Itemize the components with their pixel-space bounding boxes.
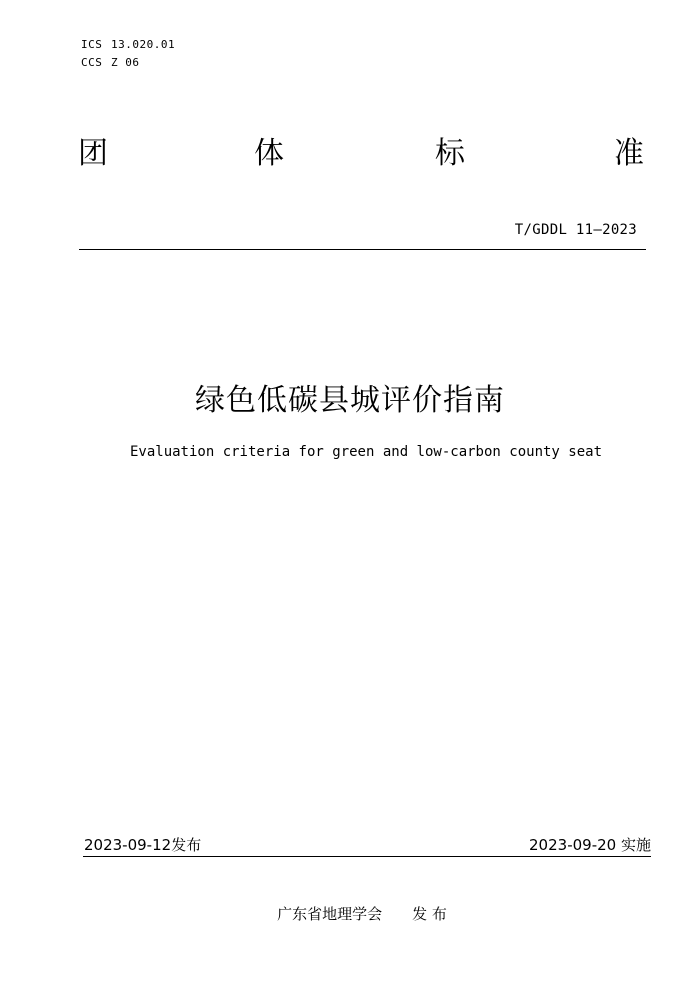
publisher-line	[0, 903, 700, 925]
publisher-name: 广东省地理学会	[277, 905, 383, 923]
footer-divider	[83, 856, 651, 857]
document-title-chinese: 绿色低碳县城评价指南	[195, 383, 505, 418]
ccs-code	[81, 54, 175, 72]
ccs-label: CCS	[81, 56, 103, 69]
ics-value: 13.020.01	[111, 38, 176, 51]
document-title-english: Evaluation criteria for green and low-carbon county seat	[129, 444, 602, 460]
implementation-date-line	[529, 834, 651, 856]
standard-number: T/GDDL 11—2023	[514, 222, 637, 238]
standard-type-char-1: 团	[78, 136, 108, 171]
ccs-value: Z 06	[111, 56, 140, 69]
ics-label: ICS	[81, 38, 103, 51]
ics-code	[81, 36, 175, 54]
standard-type-heading	[78, 134, 646, 174]
publisher-action: 发 布	[412, 905, 447, 923]
implementation-label: 实施	[620, 836, 651, 854]
standard-type-char-3: 标	[435, 136, 465, 171]
standard-type-char-4: 准	[614, 136, 644, 171]
implementation-date: 2023-09-20	[529, 836, 617, 854]
issue-date: 2023-09-12	[84, 836, 172, 854]
issue-date-line	[84, 834, 201, 856]
header-divider	[79, 249, 646, 250]
standard-type-char-2: 体	[254, 136, 284, 171]
issue-label: 发布	[171, 836, 202, 854]
classification-codes	[81, 36, 175, 72]
